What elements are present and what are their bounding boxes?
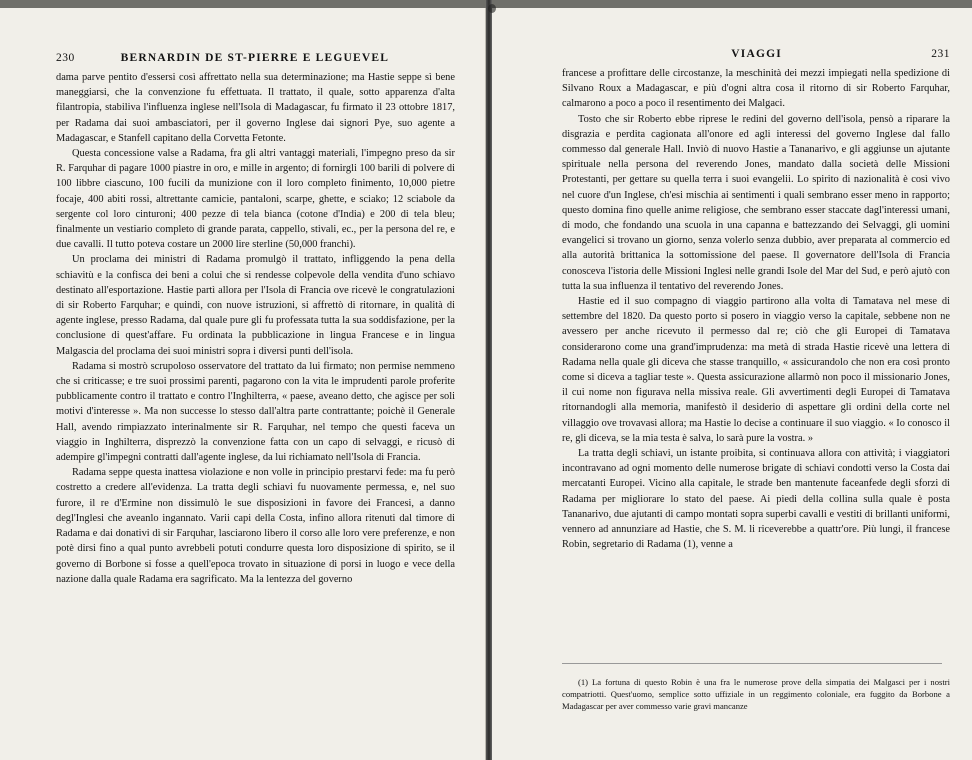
right-page-number: 231	[931, 48, 950, 60]
right-running-head: VIAGGI	[731, 48, 782, 60]
right-page-body	[562, 66, 950, 553]
paragraph: La tratta degli schiavi, un istante proibita, si continuava allora con attività; i viaggiatori incontravano ad ogni momento delle numerose brigate di schiavi condotti verso la Costa dai mercatanti Europei. Vicino alla capitale, le strade ben mantenute faceanfede degli sforzi di Radama per migliorare lo stato del paese. Ai piedi della collina sulla quale è posta Tananarivo, due ajutanti di campo montati sopra superbi cavalli e vestiti di brillanti uniformi, vennero ad annunziare ad Hastie, che S. M. li riceverebbe a quattr'ore. Più lungi, il francese Robin, segretario di Radama (1), venne a	[562, 448, 950, 551]
footnote: (1) La fortuna di questo Robin è una fra le numerose prove della simpatia dei Malgasci per i nostri compatriotti. Quest'uomo, semplice sotto uffiziale in un reggimento coloniale, era fuggito da Borbone a Madagascar per aver commesso varie gravi mancanze	[562, 677, 950, 711]
paragraph: Questa concessione valse a Radama, fra gli altri vantaggi materiali, l'impegno preso da sir R. Farquhar di pagare 1000 piastre in oro, e mille in argento; di fornirgli 100 barili di polvere di 100 libbre ciascuno, 100 fucili da munizione con il loro completo finimento, 10,000 pietre focaje, 400 abiti rossi, altrettante camicie, pantaloni, scarpe, ghette, e sciako; 12 sciabole da sergente col loro cinturoni; 400 pezze di tela bianca (cotone d'India) e 200 di tela bleu; finalmente un vestiario completo di grande parata, cappello, stivali, ec., per la persona del re, e due cavalli. Il tutto poteva costare un 2000 lire sterline (50,000 franchi).	[56, 148, 455, 251]
left-page-header	[56, 52, 455, 64]
footnote-divider	[562, 663, 942, 664]
right-page-header	[562, 48, 950, 60]
paragraph: dama parve pentito d'essersi così affrettato nella sua determinazione; ma Hastie seppe sì bene maneggiarsi, che la convenzione fu effettuata. Il trattato, il quale, sotto apparenza d'alta filantropia, stabiliva l'influenza inglese nell'Isola di Madagascar, fu firmato il 23 ottobre 1817, per Radama dai suoi ambasciatori, per il governo Inglese dai signori Pye, suo agente a Madagascar, e Stanfell capitano della Corvetta Fetonte.	[56, 72, 455, 144]
left-running-head: BERNARDIN DE ST-PIERRE E LEGUEVEL	[120, 52, 390, 64]
left-page-body	[56, 70, 455, 587]
paragraph: Un proclama dei ministri di Radama promulgò il trattato, infliggendo la pena della schiavitù e la confisca dei beni a colui che si rendesse colpevole della vendita d'uno schiavo destinato all'esportazione. Hastie partì allora per l'Isola di Francia ove ricevè le congratulazioni di sir Roberto Farquhar; e quindi, con nuove istruzioni, si affrettò di ritornare, in qualità di agente inglese, presso Radama, dal quale pure gli fu professata tutta la sua soddisfazione, per la conclusione di quest'affare. Fu ordinata la pubblicazione in lingua Francese e in lingua Malgascia del proclama dei suoi ministri sopra i diversi punti dell'isola.	[56, 254, 455, 357]
paragraph: Radama si mostrò scrupoloso osservatore del trattato da lui firmato; non permise nemmeno che si criticasse; e tre suoi prossimi parenti, pagarono con la vita le imprudenti parole proferite pubblicamente contro il trattato e contro l'Inghilterra, « paese, aveano detto, che agisce per soli motivi d'interesse ». Ma non successe lo stesso dall'altra parte contrattante; poichè il Generale Hall, avendo rimpiazzato interinalmente sir R. Farquhar, nel tempo che questi faceva un viaggio in Inghilterra, disprezzò la convenzione fatta con un capo di selvaggi, e ricusò di adempire gl'impegni contratti dall'agente inglese, da lui richiamato nell'Isola di Francia.	[56, 360, 455, 464]
left-page	[0, 8, 486, 760]
paragraph: Radama seppe questa inattesa violazione e non volle in principio prestarvi fede: ma fu però costretto a credere all'evidenza. La tratta degli schiavi fu nuovamente permessa, e, nel suo furore, il re d'Ermine non dissimulò le sue disposizioni in favore dei Francesi, a danno degl'Inglesi che aveanlo ingannato. Varii capi della Costa, infino allora ritenuti dal timore di Radama e dai donativi di sir Farquhar, lasciarono libero il corso alle loro vere preferenze, e non potè dirsi fino a qual punto avrebbeli potuti condurre questa loro disposizione di spirito, se il governo di Borbone si fosse a quell'epoca trovato in situazione di porsi in luogo e vece della nazione dalla quale Radama era sagrificato. Ma la lentezza del governo	[56, 467, 455, 585]
paragraph: francese a profittare delle circostanze, la meschinità dei mezzi impiegati nella spedizione di Silvano Roux a Madagascar, e più d'ogni altra cosa il ritorno di sir Roberto Farquhar, calmarono a poco a poco il resentimento dei Malgaci.	[562, 68, 950, 110]
right-page	[492, 8, 972, 760]
left-page-number: 230	[56, 52, 75, 64]
paragraph: Hastie ed il suo compagno di viaggio partirono alla volta di Tamatava nel mese di settembre del 1820. Da questo porto si posero in viaggio verso la capitale, sebbene non ne avessero per anche ricevuto il permesso dal re; ciò che gli Europei di Tamatava considerarono come una grand'imprudenza: ma metà di strada Hastie ricevè una lettera di Radama nella quale gli diceva che stasse tranquillo, « assicurandolo che non era così pronto come si diceva a tagliar teste ». Questa assicurazione allarmò non poco il missionario Jones, il cui nome non figurava nella missiva reale. Gli avvertimenti degli Europei di Tamatava ritornandogli alla memoria, manifestò il desiderio di aspettare gli ordini della corte nel villaggio ove trovavasi allora; ma Hastie lo decise a continuare il suo viaggio. « Io conosco il re, gli diceva, se la mia testa è salva, lo sarà pure la vostra. »	[562, 296, 950, 444]
paragraph: Tosto che sir Roberto ebbe riprese le redini del governo dell'isola, pensò a riparare la disgrazia e perdita cagionata all'onore ed agli interessi del governo Inglese dal fallo commesso dal generale Hall. Inviò di nuovo Hastie a Tananarivo, e gli aggiunse un ajutante spirituale nella persona del reverendo Jones, mandato dalla società delle Missioni Protestanti, per gettare su quella terra i suoi evangelii. Lo spirito di nazionalità è così vivo nel cuore d'un Inglese, ch'esi mischia ai sentimenti i quali sembrano esser meno in rapporto; questo domina fino quelle anime religiose, che sembrano esser staccate dagl'interessi umani, di modo, che fondando una scuola in una capanna e battezzando dei Selvaggi, gli uomini evangelici si trovano un giorno, senza volerlo senza dubbio, aver preparata al commercio ed alla autorità brittanica la sottomissione del paese. Il governatore dell'Isola di Francia conosceva l'istoria delle Missioni Inglesi nelle grandi Isole del Mar del Sud, e però ajutò con tutta la sua influenza il tentativo del reverendo Jones.	[562, 113, 950, 292]
ink-blot	[488, 4, 496, 13]
